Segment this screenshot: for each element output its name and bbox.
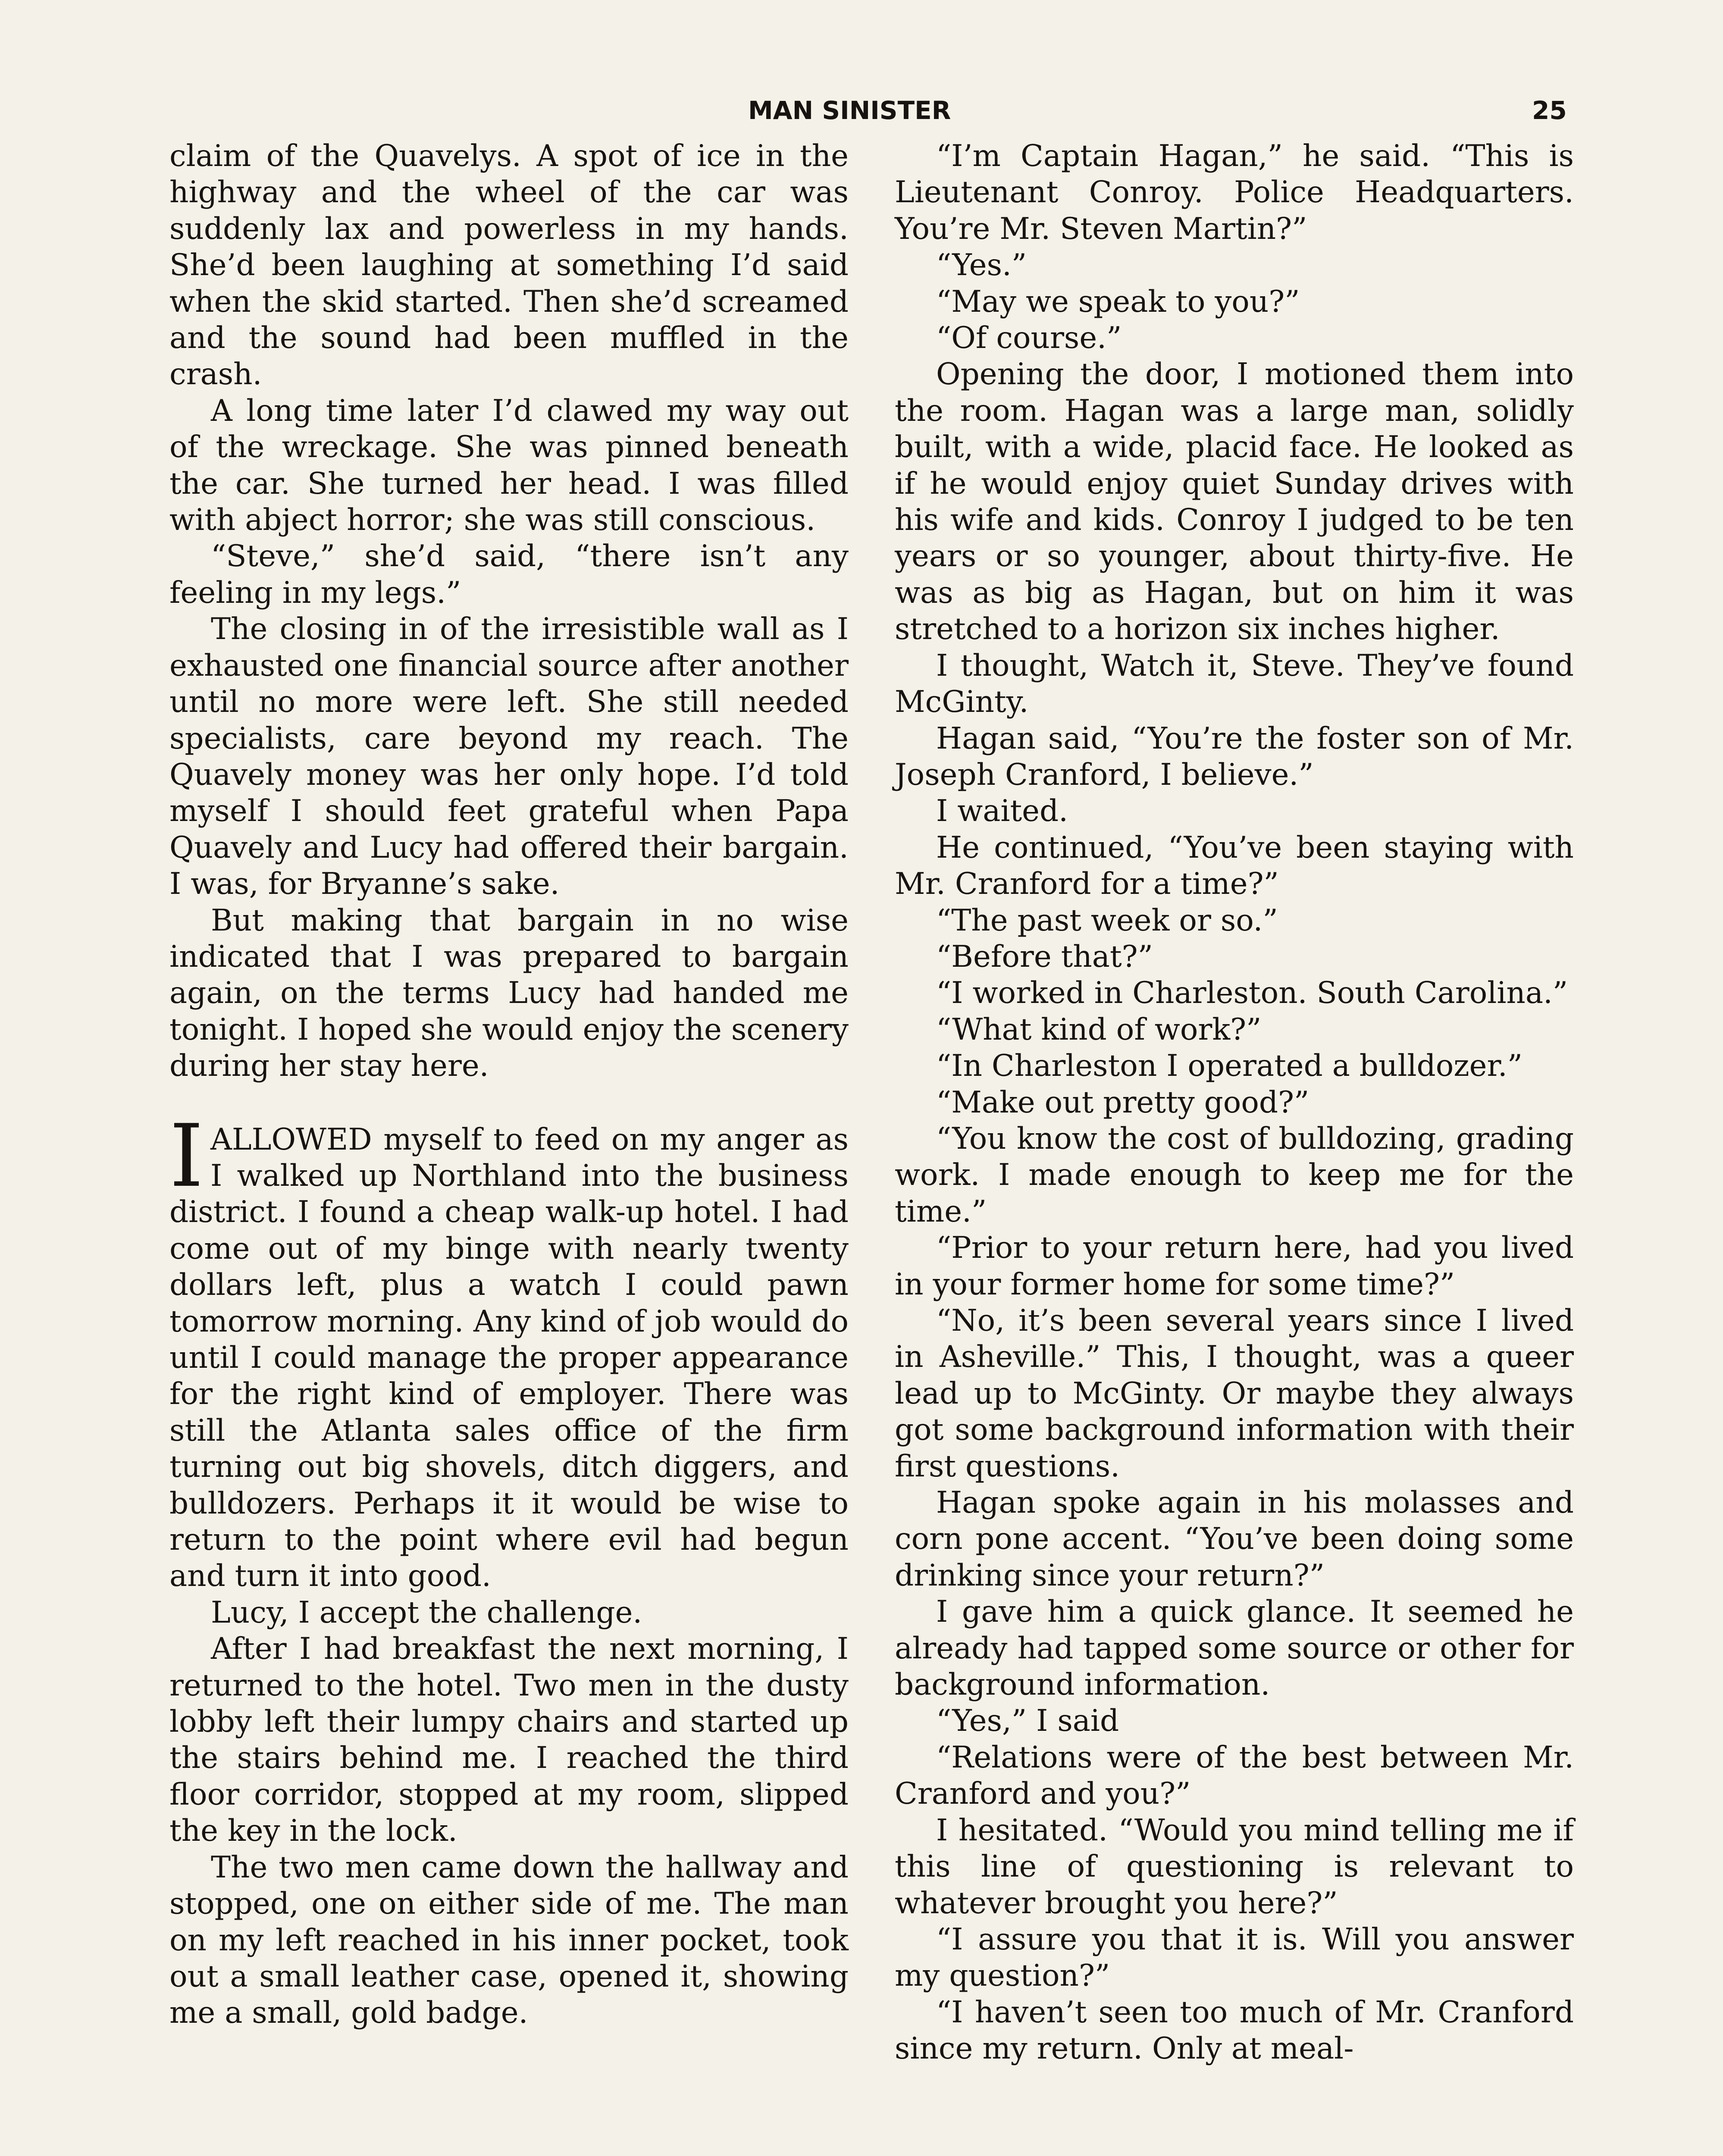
paragraph: “Yes.”: [936, 248, 1027, 283]
paragraph: “Of course.”: [936, 321, 1122, 356]
paragraph: Hagan spoke again in his molasses and corn pone accent. “You’ve been doing some drinking since your return?”: [895, 1485, 1574, 1593]
drop-cap: I: [169, 1106, 204, 1206]
paragraph: claim of the Quavelys. A spot of ice in the highway and the wheel of the car was suddenly lax and powerless in my hands. She’d been laughing at something I’d said when the skid started. Then she’d screamed and the sound had been muffled in the crash.: [169, 139, 849, 392]
paragraph: “Yes,” I said: [936, 1704, 1119, 1739]
paragraph: “The past week or so.”: [936, 903, 1278, 938]
paragraph: “I worked in Charleston. South Carolina.”: [936, 976, 1568, 1011]
paragraph: “What kind of work?”: [936, 1012, 1262, 1047]
running-header: [0, 96, 1723, 130]
page-number: 25: [1532, 96, 1567, 125]
paragraph: Lucy, I accept the challenge.: [211, 1595, 642, 1630]
paragraph: “Make out pretty good?”: [936, 1085, 1309, 1120]
paragraph: “Relations were of the best between Mr. Cranford and you?”: [895, 1740, 1574, 1811]
paragraph: After I had breakfast the next morning, I returned to the hotel. Two men in the dusty lobby left their lumpy chairs and started up the stairs behind me. I reached the third floor corridor, stopped at my room, slipped the key in the lock.: [169, 1632, 849, 1849]
paragraph: But making that bargain in no wise indicated that I was prepared to bargain again, on the terms Lucy had handed me tonight. I hoped she would enjoy the scenery during her stay here.: [169, 903, 849, 1084]
paragraph: “You know the cost of bulldozing, grading work. I made enough to keep me for the time.”: [895, 1121, 1574, 1229]
paragraph: I hesitated. “Would you mind telling me if this line of questioning is relevant to whatever brought you here?”: [895, 1813, 1574, 1921]
paragraph: “No, it’s been several years since I lived in Asheville.” This, I thought, was a queer lead up to McGinty. Or maybe they always got some background information with their first questions.: [895, 1304, 1574, 1484]
paragraph: I gave him a quick glance. It seemed he already had tapped some source or other for background information.: [895, 1595, 1574, 1702]
paragraph: “Before that?”: [936, 939, 1153, 974]
paragraph: I waited.: [936, 794, 1068, 829]
paragraph: “Prior to your return here, had you lived in your former home for some time?”: [895, 1231, 1574, 1302]
running-title: MAN SINISTER: [748, 96, 951, 125]
paragraph: “Steve,” she’d said, “there isn’t any feeling in my legs.”: [169, 539, 849, 610]
paragraph: I thought, Watch it, Steve. They’ve found McGinty.: [895, 648, 1574, 720]
paragraph: “I’m Captain Hagan,” he said. “This is Lieutenant Conroy. Police Headquarters. You’re Mr. Steven Martin?”: [895, 139, 1574, 246]
paragraph: “I haven’t seen too much of Mr. Cranford since my return. Only at meal-: [895, 1995, 1574, 2066]
section-opening-text: ALLOWED myself to feed on my anger as I walked up Northland into the business district. I found a cheap walk-up hotel. I had come out of my binge with nearly twenty dollars left, plus a watch I could pawn tomorrow morning. Any kind of job would do until I could manage the proper appearance for the right kind of employer. There was still the Atlanta sales office of the firm turning out big shovels, ditch diggers, and bulldozers. Perhaps it it would be wise to return to the point where evil had begun and turn it into good.: [169, 1122, 849, 1594]
section-opening-paragraph: [169, 1106, 849, 1595]
left-column: [169, 138, 849, 2031]
paragraph: A long time later I’d clawed my way out of the wreckage. She was pinned beneath the car. She turned her head. I was filled with abject horror; she was still conscious.: [169, 393, 849, 538]
paragraph: “I assure you that it is. Will you answer my question?”: [895, 1922, 1574, 1993]
paragraph: The two men came down the hallway and stopped, one on either side of me. The man on my left reached in his inner pocket, took out a small leather case, opened it, showing me a small, gold badge.: [169, 1850, 849, 2031]
right-column: [895, 138, 1574, 2067]
paragraph: “May we speak to you?”: [936, 284, 1300, 319]
paragraph: Opening the door, I motioned them into the room. Hagan was a large man, solidly built, with a wide, placid face. He looked as if he would enjoy quiet Sunday drives with his wife and kids. Conroy I judged to be ten years or so younger, about thirty-five. He was as big as Hagan, but on him it was stretched to a horizon six inches higher.: [895, 357, 1574, 647]
paragraph: The closing in of the irresistible wall as I exhausted one financial source after another until no more were left. She still needed specialists, care beyond my reach. The Quavely money was her only hope. I’d told myself I should feet grateful when Papa Quavely and Lucy had offered their bargain. I was, for Bryanne’s sake.: [169, 612, 849, 902]
paragraph: He continued, “You’ve been staying with Mr. Cranford for a time?”: [895, 830, 1574, 902]
paragraph: Hagan said, “You’re the foster son of Mr. Joseph Cranford, I believe.”: [895, 721, 1574, 792]
paragraph: “In Charleston I operated a bulldozer.”: [936, 1049, 1523, 1084]
